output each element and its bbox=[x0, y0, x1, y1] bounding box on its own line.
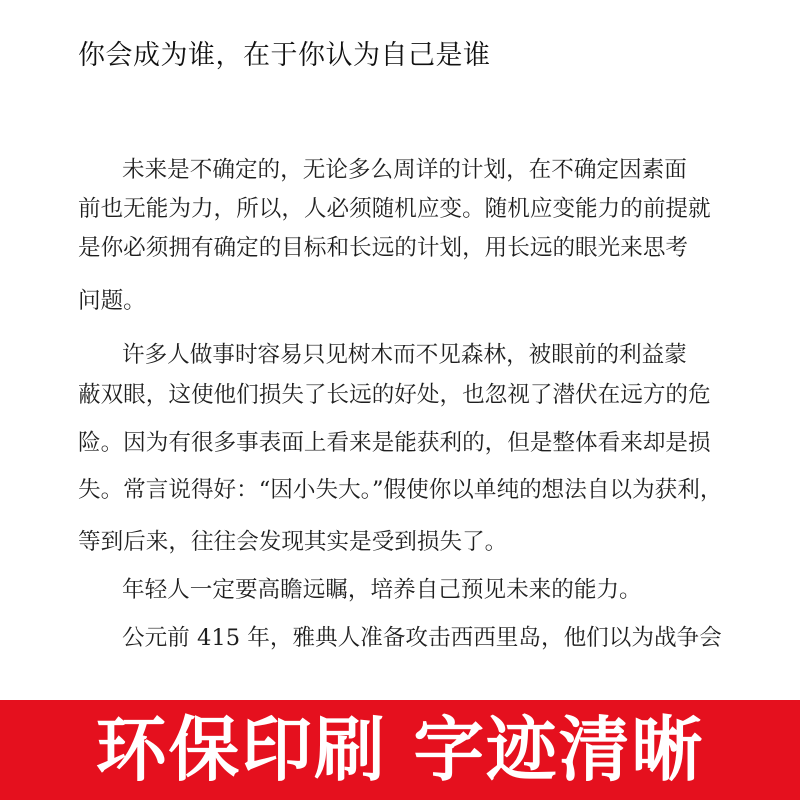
paragraph-line: 前也无能为力，所以，人必须随机应变。随机应变能力的前提就 bbox=[78, 196, 711, 222]
paragraph-line: 是你必须拥有确定的目标和长远的计划，用长远的眼光来思考 bbox=[78, 235, 689, 261]
promo-banner bbox=[0, 700, 800, 800]
paragraph-line: 公元前 415 年，雅典人准备攻击西西里岛，他们以为战争会 bbox=[122, 625, 722, 651]
paragraph-line: 险。因为有很多事表面上看来是能获利的，但是整体看来却是损 bbox=[78, 430, 711, 456]
paragraph-line: 失。常言说得好：“因小失大。”假使你以单纯的想法自以为获利， bbox=[78, 477, 723, 503]
page-heading: 你会成为谁，在于你认为自己是谁 bbox=[78, 40, 491, 71]
paragraph-line: 许多人做事时容易只见树木而不见森林，被眼前的利益蒙 bbox=[122, 342, 687, 368]
paragraph-line: 年轻人一定要高瞻远瞩，培养自己预见未来的能力。 bbox=[122, 577, 642, 603]
paragraph-line: 问题。 bbox=[78, 288, 146, 314]
paragraph-line: 未来是不确定的，无论多么周详的计划，在不确定因素面 bbox=[122, 157, 687, 183]
promo-banner-text: 环保印刷 字迹清晰 bbox=[95, 708, 705, 791]
paragraph-line: 蔽双眼，这使他们损失了长远的好处，也忽视了潜伏在远方的危 bbox=[78, 382, 711, 408]
paragraph-line: 等到后来，往往会发现其实是受到损失了。 bbox=[78, 529, 508, 555]
